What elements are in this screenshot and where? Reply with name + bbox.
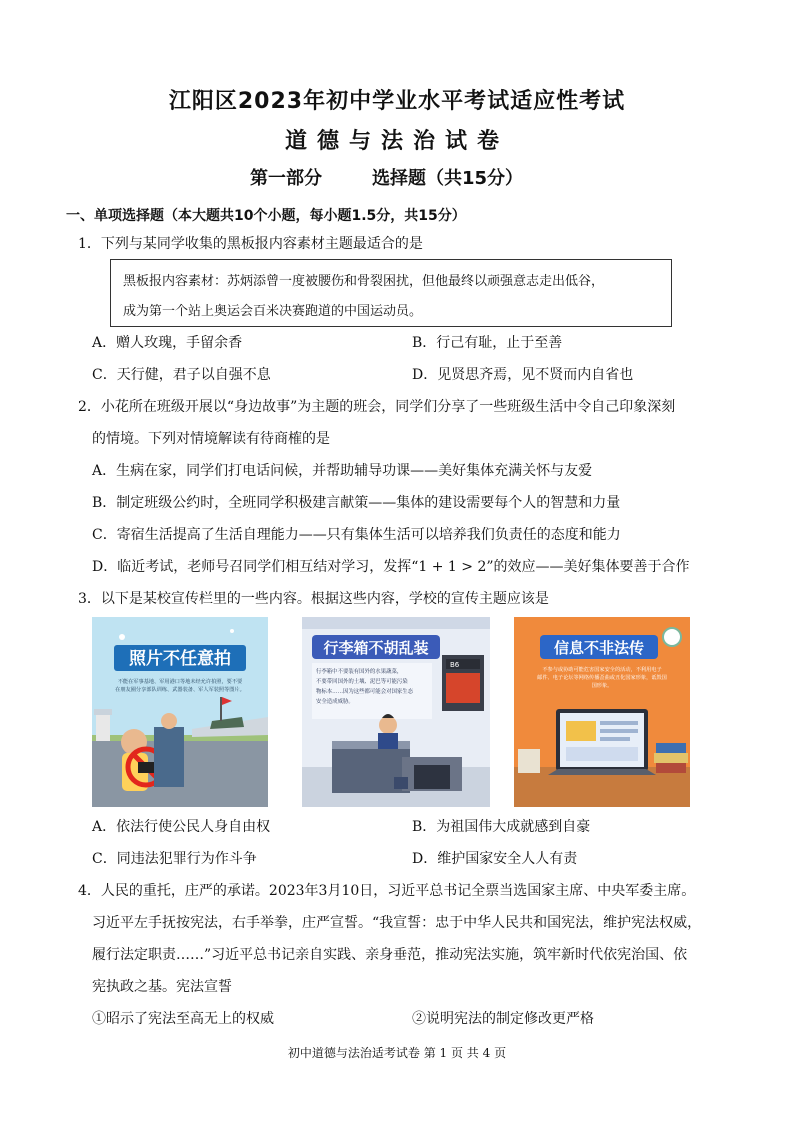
q2-option-a: A．生病在家，同学们打电话问候，并帮助辅导功课——美好集体充满关怀与友爱 xyxy=(92,463,593,479)
exam-title: 江阳区2023年初中学业水平考试适应性考试 xyxy=(168,89,626,114)
poster3-title: 信息不非法传 xyxy=(553,639,645,657)
q2-stem-1: 2．小花所在班级开展以“身边故事”为主题的班会，同学们分享了一些班级生活中令自己印象深刻 xyxy=(78,399,676,415)
q2-stem-2: 的情境。下列对情境解读有待商榷的是 xyxy=(92,431,330,447)
q1-box-line2: 成为第一个站上奥运会百米决赛跑道的中国运动员。 xyxy=(123,304,423,319)
poster-information xyxy=(514,617,690,807)
q4-line-4: 宪执政之基。宪法宣誓 xyxy=(92,979,232,995)
q1-option-c: C．天行健，君子以自强不息 xyxy=(92,367,271,383)
q4-line-3: 履行法定职责……”习近平总书记亲自实践、亲身垂范，推动宪法实施，筑牢新时代依宪治国、依 xyxy=(92,947,688,963)
part-label: 第一部分 xyxy=(250,168,322,189)
poster2-sign: B6 xyxy=(450,661,460,669)
poster1-text2: 在朋友圈分享部队训练、武器装备、军人军装照等图片。 xyxy=(115,687,245,693)
q1-option-b: B．行己有耻，止于至善 xyxy=(412,335,563,351)
poster2-title: 行李箱不胡乱装 xyxy=(323,639,429,657)
q2-option-d: D．临近考试，老师号召同学们相互结对学习，发挥“1 + 1 > 2”的效应——美好集体要善于合作 xyxy=(92,559,690,575)
part-name: 选择题（共15分） xyxy=(372,168,524,189)
q1-box-line1: 黑板报内容素材：苏炳添曾一度被腰伤和骨裂困扰，但他最终以顽强意志走出低谷， xyxy=(123,274,605,289)
subject-title: 道德与法治试卷 xyxy=(284,129,509,154)
page-footer: 初中道德与法治适考试卷 第 1 页 共 4 页 xyxy=(287,1046,507,1060)
q4-statement-1: ①昭示了宪法至高无上的权威 xyxy=(92,1011,274,1027)
poster2-text3: 物标本……因为这些都可能会对国家生态 xyxy=(316,689,414,695)
q1-material-box xyxy=(110,259,672,327)
q4-line-1: 4．人民的重托，庄严的承诺。2023年3月10日，习近平总书记全票当选国家主席、中央军委主席。 xyxy=(78,883,696,899)
poster2-text2: 不要带回国外的土壤、泥巴等可能污染 xyxy=(316,679,408,685)
q1-option-d: D．见贤思齐焉，见不贤而内自省也 xyxy=(412,367,634,383)
q3-stem: 3．以下是某校宣传栏里的一些内容。根据这些内容，学校的宣传主题应该是 xyxy=(78,591,549,607)
section-heading: 一、单项选择题（本大题共10个小题，每小题1.5分，共15分） xyxy=(66,208,466,224)
poster-photography xyxy=(92,617,268,807)
q1-option-a: A．赠人玫瑰，手留余香 xyxy=(92,335,243,351)
q3-option-a: A．依法行使公民人身自由权 xyxy=(92,819,271,835)
q4-line-2: 习近平左手抚按宪法，右手举拳，庄严宣誓。“我宣誓：忠于中华人民共和国宪法，维护宪法权威， xyxy=(92,915,702,931)
poster3-text2: 邮件、电子论坛等网络传播歪曲或丑化国家形象，诋毁国 xyxy=(537,675,667,681)
poster2-text1: 行李箱中不要装有国外的水果蔬菜， xyxy=(316,669,403,675)
poster1-title: 照片不任意拍 xyxy=(129,649,231,669)
q3-option-d: D．维护国家安全人人有责 xyxy=(412,851,578,867)
poster3-text1: 不参与或协助可能危害国家安全的活动，不利用电子 xyxy=(542,667,662,673)
poster3-text3: 国形象。 xyxy=(591,683,613,689)
q1-stem: 1．下列与某同学收集的黑板报内容素材主题最适合的是 xyxy=(78,236,423,252)
poster1-text1: 不能在军事基地、军用港口等地未经允许拍照，要不要 xyxy=(117,679,243,685)
q2-option-c: C．寄宿生活提高了生活自理能力——只有集体生活可以培养我们负责任的态度和能力 xyxy=(92,527,621,543)
q3-option-b: B．为祖国伟大成就感到自豪 xyxy=(412,819,591,835)
poster-luggage xyxy=(302,617,490,807)
q3-option-c: C．同违法犯罪行为作斗争 xyxy=(92,851,257,867)
q2-option-b: B．制定班级公约时，全班同学积极建言献策——集体的建设需要每个人的智慧和力量 xyxy=(92,495,621,511)
poster2-text4: 安全造成威胁。 xyxy=(316,699,354,705)
q4-statement-2: ②说明宪法的制定修改更严格 xyxy=(412,1011,594,1027)
